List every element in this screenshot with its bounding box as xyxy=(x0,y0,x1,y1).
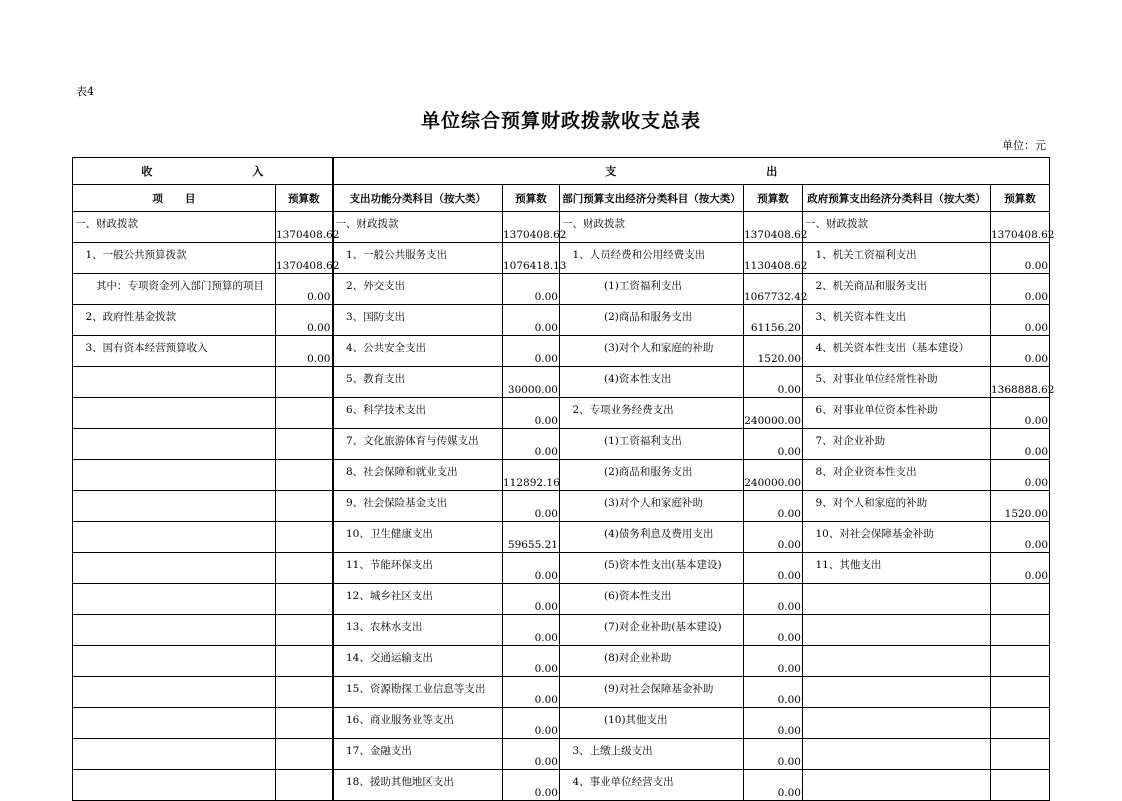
table-row xyxy=(73,708,1050,739)
gov-budget-cell xyxy=(991,770,1050,801)
dept-budget-cell: 0.00 xyxy=(744,739,803,770)
dept-economic-item-cell: (6)资本性支出 xyxy=(560,584,744,615)
dept-economic-item-cell: 一、财政拨款 xyxy=(560,212,744,243)
gov-budget-cell: 0.00 xyxy=(991,398,1050,429)
function-item-cell: 18、援助其他地区支出 xyxy=(333,770,503,801)
table-row xyxy=(73,398,1050,429)
function-item-cell: 1、一般公共服务支出 xyxy=(333,243,503,274)
income-item-cell xyxy=(73,429,276,460)
function-budget-cell: 0.00 xyxy=(503,398,560,429)
dept-budget-cell: 0.00 xyxy=(744,584,803,615)
income-budget-cell xyxy=(276,398,333,429)
gov-budget-cell: 0.00 xyxy=(991,336,1050,367)
gov-economic-item-cell xyxy=(803,584,991,615)
gov-budget-cell: 1368888.62 xyxy=(991,367,1050,398)
table-row xyxy=(73,212,1050,243)
function-item-cell: 17、金融支出 xyxy=(333,739,503,770)
income-item-cell xyxy=(73,739,276,770)
gov-budget-cell xyxy=(991,739,1050,770)
dept-economic-item-cell: (9)对社会保障基金补助 xyxy=(560,677,744,708)
function-budget-cell: 30000.00 xyxy=(503,367,560,398)
function-budget-cell: 0.00 xyxy=(503,584,560,615)
income-budget-cell xyxy=(276,429,333,460)
function-budget-cell: 112892.16 xyxy=(503,460,560,491)
gov-economic-item-cell xyxy=(803,677,991,708)
gov-budget-cell: 0.00 xyxy=(991,243,1050,274)
dept-economic-item-cell: (2)商品和服务支出 xyxy=(560,305,744,336)
dept-economic-item-cell: (5)资本性支出(基本建设) xyxy=(560,553,744,584)
gov-budget-cell: 0.00 xyxy=(991,305,1050,336)
gov-economic-item-cell xyxy=(803,615,991,646)
budget-column-header-dept: 预算数 xyxy=(744,185,803,212)
dept-budget-cell: 0.00 xyxy=(744,522,803,553)
income-budget-cell xyxy=(276,739,333,770)
function-column-header: 支出功能分类科目（按大类） xyxy=(333,185,503,212)
function-item-cell: 6、科学技术支出 xyxy=(333,398,503,429)
income-budget-cell: 1370408.62 xyxy=(276,212,333,243)
dept-economic-column-header: 部门预算支出经济分类科目（按大类） xyxy=(560,185,744,212)
gov-economic-item-cell xyxy=(803,708,991,739)
dept-budget-cell: 240000.00 xyxy=(744,398,803,429)
table-row xyxy=(73,336,1050,367)
gov-economic-item-cell xyxy=(803,646,991,677)
gov-budget-cell xyxy=(991,646,1050,677)
function-item-cell: 14、交通运输支出 xyxy=(333,646,503,677)
function-item-cell: 13、农林水支出 xyxy=(333,615,503,646)
gov-economic-item-cell: 一、财政拨款 xyxy=(803,212,991,243)
income-item-cell: 2、政府性基金拨款 xyxy=(73,305,276,336)
gov-budget-cell: 1520.00 xyxy=(991,491,1050,522)
function-budget-cell: 0.00 xyxy=(503,677,560,708)
dept-budget-cell: 0.00 xyxy=(744,646,803,677)
function-item-cell: 7、文化旅游体育与传媒支出 xyxy=(333,429,503,460)
gov-budget-cell: 0.00 xyxy=(991,460,1050,491)
income-item-cell xyxy=(73,584,276,615)
dept-budget-cell: 61156.20 xyxy=(744,305,803,336)
income-item-cell xyxy=(73,646,276,677)
gov-economic-item-cell: 7、对企业补助 xyxy=(803,429,991,460)
table-row xyxy=(73,243,1050,274)
income-item-cell: 1、一般公共预算拨款 xyxy=(73,243,276,274)
dept-economic-item-cell: (3)对个人和家庭补助 xyxy=(560,491,744,522)
dept-budget-cell: 0.00 xyxy=(744,677,803,708)
table-row xyxy=(73,429,1050,460)
budget-column-header-gov: 预算数 xyxy=(991,185,1050,212)
income-item-cell xyxy=(73,398,276,429)
table-row xyxy=(73,646,1050,677)
gov-economic-item-cell xyxy=(803,770,991,801)
gov-economic-column-header: 政府预算支出经济分类科目（按大类） xyxy=(803,185,991,212)
dept-economic-item-cell: (8)对企业补助 xyxy=(560,646,744,677)
function-budget-cell: 1370408.62 xyxy=(503,212,560,243)
table-row xyxy=(73,367,1050,398)
function-budget-cell: 0.00 xyxy=(503,274,560,305)
table-number: 表4 xyxy=(76,85,94,98)
table-row xyxy=(73,522,1050,553)
header-row-columns xyxy=(73,185,1050,212)
income-budget-cell xyxy=(276,460,333,491)
gov-economic-item-cell: 6、对事业单位资本性补助 xyxy=(803,398,991,429)
income-item-cell: 3、国有资本经营预算收入 xyxy=(73,336,276,367)
dept-economic-item-cell: (3)对个人和家庭的补助 xyxy=(560,336,744,367)
income-budget-cell: 0.00 xyxy=(276,274,333,305)
gov-economic-item-cell: 1、机关工资福利支出 xyxy=(803,243,991,274)
income-budget-cell xyxy=(276,708,333,739)
table-row xyxy=(73,460,1050,491)
dept-economic-item-cell: 4、事业单位经营支出 xyxy=(560,770,744,801)
function-item-cell: 12、城乡社区支出 xyxy=(333,584,503,615)
dept-budget-cell: 0.00 xyxy=(744,615,803,646)
gov-budget-cell: 0.00 xyxy=(991,274,1050,305)
page-title: 单位综合预算财政拨款收支总表 xyxy=(420,110,701,132)
table-row xyxy=(73,584,1050,615)
gov-budget-cell xyxy=(991,708,1050,739)
dept-budget-cell: 0.00 xyxy=(744,491,803,522)
function-budget-cell: 0.00 xyxy=(503,646,560,677)
gov-economic-item-cell: 10、对社会保障基金补助 xyxy=(803,522,991,553)
income-item-cell xyxy=(73,708,276,739)
budget-column-header-income: 预算数 xyxy=(276,185,333,212)
gov-budget-cell: 0.00 xyxy=(991,522,1050,553)
table-row xyxy=(73,553,1050,584)
function-item-cell: 16、商业服务业等支出 xyxy=(333,708,503,739)
dept-economic-item-cell: (2)商品和服务支出 xyxy=(560,460,744,491)
budget-table xyxy=(72,157,1055,801)
income-item-cell xyxy=(73,491,276,522)
dept-budget-cell: 0.00 xyxy=(744,553,803,584)
income-budget-cell xyxy=(276,677,333,708)
gov-budget-cell xyxy=(991,677,1050,708)
table-row xyxy=(73,677,1050,708)
income-budget-cell xyxy=(276,522,333,553)
dept-economic-item-cell: (1)工资福利支出 xyxy=(560,274,744,305)
income-item-cell xyxy=(73,677,276,708)
dept-budget-cell: 1370408.62 xyxy=(744,212,803,243)
dept-budget-cell: 1067732.42 xyxy=(744,274,803,305)
income-budget-cell: 0.00 xyxy=(276,305,333,336)
function-item-cell: 11、节能环保支出 xyxy=(333,553,503,584)
gov-economic-item-cell xyxy=(803,739,991,770)
function-item-cell: 5、教育支出 xyxy=(333,367,503,398)
dept-budget-cell: 0.00 xyxy=(744,770,803,801)
expense-section-header: 支 出 xyxy=(333,158,1050,185)
function-budget-cell: 0.00 xyxy=(503,770,560,801)
gov-budget-cell: 1370408.62 xyxy=(991,212,1050,243)
function-item-cell: 10、卫生健康支出 xyxy=(333,522,503,553)
income-item-cell: 一、财政拨款 xyxy=(73,212,276,243)
income-item-cell xyxy=(73,522,276,553)
unit-label: 单位：元 xyxy=(1002,139,1046,152)
function-item-cell: 2、外交支出 xyxy=(333,274,503,305)
gov-economic-item-cell: 8、对企业资本性支出 xyxy=(803,460,991,491)
income-budget-cell: 0.00 xyxy=(276,336,333,367)
function-budget-cell: 0.00 xyxy=(503,553,560,584)
gov-economic-item-cell: 4、机关资本性支出（基本建设） xyxy=(803,336,991,367)
budget-column-header-function: 预算数 xyxy=(503,185,560,212)
income-item-cell xyxy=(73,367,276,398)
gov-economic-item-cell: 3、机关资本性支出 xyxy=(803,305,991,336)
dept-economic-item-cell: 2、专项业务经费支出 xyxy=(560,398,744,429)
function-budget-cell: 0.00 xyxy=(503,429,560,460)
income-budget-cell xyxy=(276,770,333,801)
header-row-sections xyxy=(73,158,1050,185)
function-budget-cell: 0.00 xyxy=(503,708,560,739)
dept-budget-cell: 0.00 xyxy=(744,429,803,460)
gov-budget-cell: 0.00 xyxy=(991,553,1050,584)
function-item-cell: 4、公共安全支出 xyxy=(333,336,503,367)
function-budget-cell: 59655.21 xyxy=(503,522,560,553)
income-item-cell xyxy=(73,460,276,491)
function-budget-cell: 0.00 xyxy=(503,305,560,336)
gov-budget-cell xyxy=(991,615,1050,646)
table-row xyxy=(73,274,1050,305)
dept-economic-item-cell: (4)债务利息及费用支出 xyxy=(560,522,744,553)
gov-economic-item-cell: 9、对个人和家庭的补助 xyxy=(803,491,991,522)
dept-budget-cell: 0.00 xyxy=(744,708,803,739)
table-row xyxy=(73,491,1050,522)
income-budget-cell xyxy=(276,615,333,646)
function-budget-cell: 0.00 xyxy=(503,336,560,367)
item-column-header: 项 目 xyxy=(73,185,276,212)
dept-budget-cell: 1130408.62 xyxy=(744,243,803,274)
gov-economic-item-cell: 11、其他支出 xyxy=(803,553,991,584)
table-row xyxy=(73,305,1050,336)
income-budget-cell xyxy=(276,553,333,584)
table-row xyxy=(73,770,1050,801)
income-budget-cell: 1370408.62 xyxy=(276,243,333,274)
dept-budget-cell: 1520.00 xyxy=(744,336,803,367)
gov-economic-item-cell: 5、对事业单位经常性补助 xyxy=(803,367,991,398)
gov-budget-cell xyxy=(991,584,1050,615)
dept-economic-item-cell: (4)资本性支出 xyxy=(560,367,744,398)
table-row xyxy=(73,739,1050,770)
gov-economic-item-cell: 2、机关商品和服务支出 xyxy=(803,274,991,305)
function-budget-cell: 0.00 xyxy=(503,615,560,646)
income-budget-cell xyxy=(276,491,333,522)
function-item-cell: 15、资源勘探工业信息等支出 xyxy=(333,677,503,708)
income-section-header: 收 入 xyxy=(73,158,333,185)
function-item-cell: 一、财政拨款 xyxy=(333,212,503,243)
function-item-cell: 3、国防支出 xyxy=(333,305,503,336)
income-item-cell xyxy=(73,553,276,584)
dept-economic-item-cell: (1)工资福利支出 xyxy=(560,429,744,460)
dept-economic-item-cell: 1、人员经费和公用经费支出 xyxy=(560,243,744,274)
income-budget-cell xyxy=(276,584,333,615)
function-item-cell: 9、社会保险基金支出 xyxy=(333,491,503,522)
income-item-cell: 其中：专项资金列入部门预算的项目 xyxy=(73,274,276,305)
dept-economic-item-cell: (7)对企业补助(基本建设) xyxy=(560,615,744,646)
dept-economic-item-cell: 3、上缴上级支出 xyxy=(560,739,744,770)
function-item-cell: 8、社会保障和就业支出 xyxy=(333,460,503,491)
income-item-cell xyxy=(73,615,276,646)
function-budget-cell: 0.00 xyxy=(503,491,560,522)
income-budget-cell xyxy=(276,646,333,677)
table-row xyxy=(73,615,1050,646)
income-budget-cell xyxy=(276,367,333,398)
gov-budget-cell: 0.00 xyxy=(991,429,1050,460)
income-item-cell xyxy=(73,770,276,801)
dept-budget-cell: 0.00 xyxy=(744,367,803,398)
dept-budget-cell: 240000.00 xyxy=(744,460,803,491)
function-budget-cell: 0.00 xyxy=(503,739,560,770)
function-budget-cell: 1076418.13 xyxy=(503,243,560,274)
dept-economic-item-cell: (10)其他支出 xyxy=(560,708,744,739)
